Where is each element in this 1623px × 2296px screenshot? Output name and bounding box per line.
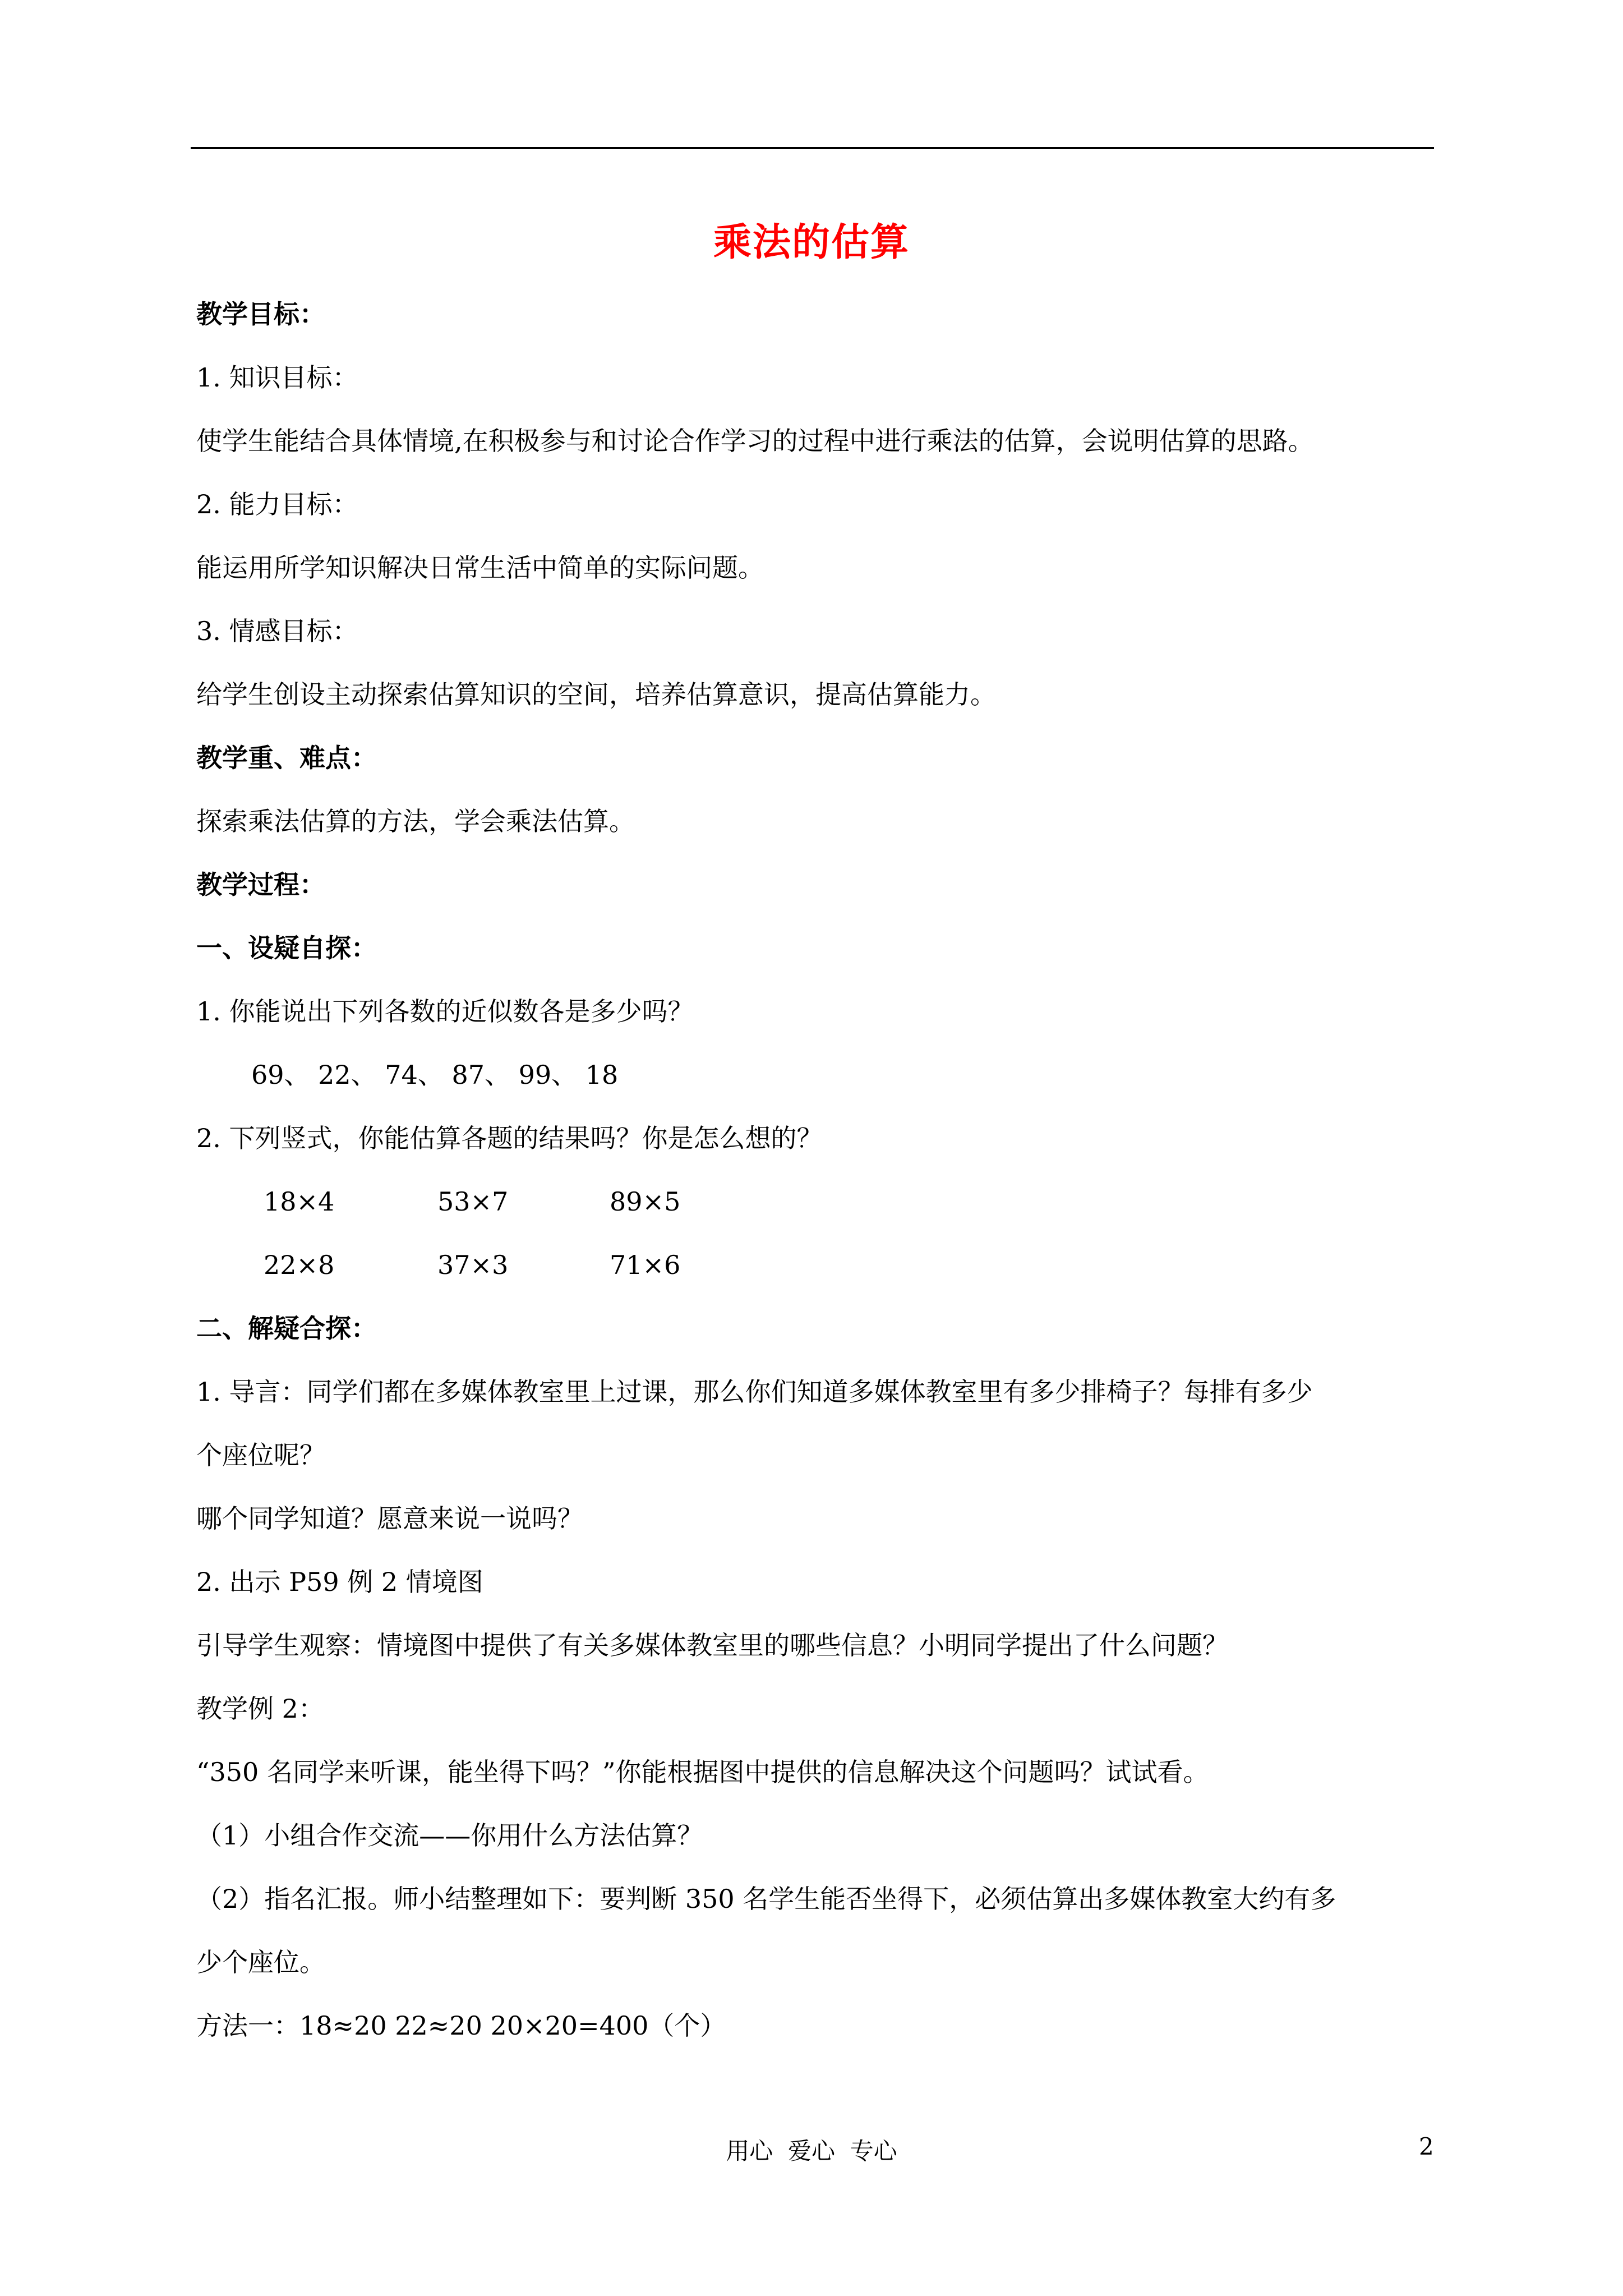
- expression-cell: 37×3: [437, 1250, 509, 1280]
- section1-heading: 一、设疑自探：: [196, 933, 377, 963]
- keypoints-text: 探索乘法估算的方法，学会乘法估算。: [196, 806, 635, 836]
- expression-cell: 89×5: [610, 1186, 681, 1217]
- section2-paragraph-6: “350 名同学来听课，能坐得下吗？”你能根据图中提供的信息解决这个问题吗？试试看。: [196, 1757, 1209, 1787]
- objective-3-label: 3. 情感目标：: [196, 616, 358, 646]
- page-number: 2: [1419, 2133, 1434, 2160]
- approximation-numbers: 69、 22、 74、 87、 99、 18: [251, 1060, 619, 1090]
- process-heading: 教学过程：: [196, 869, 325, 900]
- header-rule: [191, 147, 1434, 149]
- expression-cell: 53×7: [437, 1186, 509, 1217]
- objective-1-label: 1. 知识目标：: [196, 362, 358, 393]
- section2-paragraph-1a: 1. 导言：同学们都在多媒体教室里上过课，那么你们知道多媒体教室里有多少排椅子？每排有多少: [196, 1377, 1313, 1407]
- section2-paragraph-3: 2. 出示 P59 例 2 情境图: [196, 1567, 483, 1597]
- expression-cell: 18×4: [264, 1186, 335, 1217]
- section2-paragraph-7: （1）小组合作交流——你用什么方法估算？: [196, 1820, 703, 1851]
- method-one: 方法一：18≈20 22≈20 20×20=400（个）: [196, 2010, 726, 2041]
- section2-paragraph-1b: 个座位呢？: [196, 1440, 325, 1470]
- section2-paragraph-2: 哪个同学知道？愿意来说一说吗？: [196, 1503, 583, 1534]
- objective-2-label: 2. 能力目标：: [196, 489, 358, 519]
- objective-3-text: 给学生创设主动探索估算知识的空间，培养估算意识，提高估算能力。: [196, 679, 996, 710]
- section2-paragraph-5: 教学例 2：: [196, 1694, 324, 1724]
- keypoints-heading: 教学重、难点：: [196, 743, 377, 773]
- page-title: 乘法的估算: [713, 220, 910, 265]
- objective-1-text: 使学生能结合具体情境,在积极参与和讨论合作学习的过程中进行乘法的估算，会说明估算的思路。: [196, 426, 1314, 456]
- footer-motto: 用心 爱心 专心: [726, 2137, 897, 2165]
- objectives-heading: 教学目标：: [196, 299, 325, 329]
- expression-cell: 71×6: [610, 1250, 681, 1280]
- section2-paragraph-8a: （2）指名汇报。师小结整理如下：要判断 350 名学生能否坐得下，必须估算出多媒体教室大约有多: [196, 1884, 1336, 1914]
- section1-question-1: 1. 你能说出下列各数的近似数各是多少吗？: [196, 996, 694, 1027]
- section2-paragraph-8b: 少个座位。: [196, 1947, 325, 1977]
- section2-heading: 二、解疑合探：: [196, 1313, 377, 1343]
- section1-question-2: 2. 下列竖式，你能估算各题的结果吗？你是怎么想的？: [196, 1123, 823, 1153]
- expression-cell: 22×8: [264, 1250, 335, 1280]
- objective-2-text: 能运用所学知识解决日常生活中简单的实际问题。: [196, 553, 764, 583]
- section2-paragraph-4: 引导学生观察：情境图中提供了有关多媒体教室里的哪些信息？小明同学提出了什么问题？: [196, 1630, 1228, 1660]
